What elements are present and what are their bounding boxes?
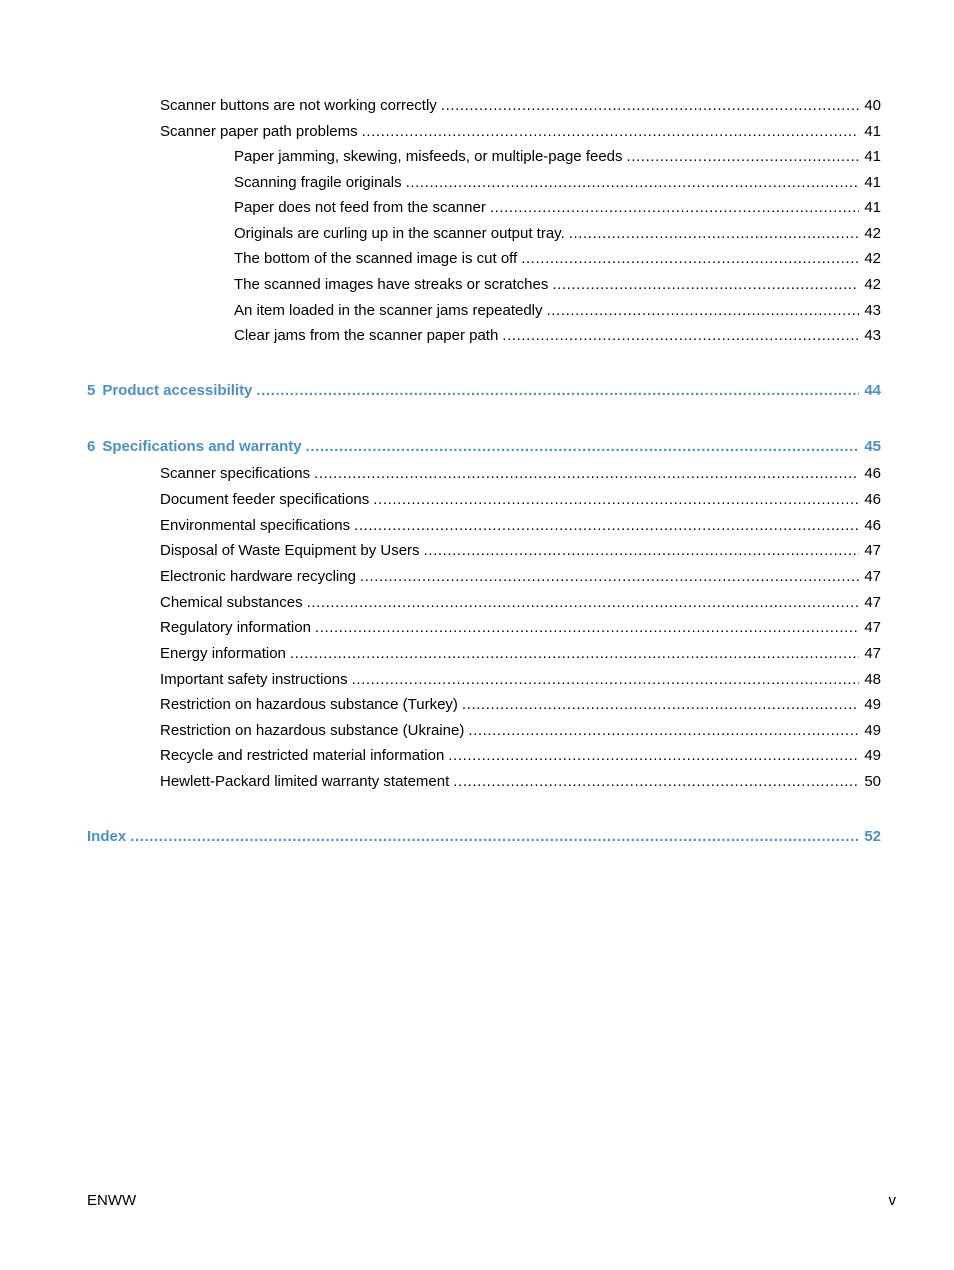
- dot-leader: [448, 747, 859, 765]
- toc-chapter-title: Product accessibility: [102, 382, 253, 399]
- dot-leader: [502, 327, 859, 345]
- toc-entry-page: 41: [864, 174, 881, 191]
- dot-leader: [441, 97, 859, 115]
- toc-entry[interactable]: [160, 491, 881, 509]
- toc-entry-title: Paper does not feed from the scanner: [234, 199, 486, 216]
- toc-entry[interactable]: [160, 747, 881, 765]
- toc-entry[interactable]: [234, 276, 881, 294]
- toc-entry-page: 46: [864, 465, 881, 482]
- toc-entry-title: Restriction on hazardous substance (Ukraine): [160, 722, 465, 739]
- toc-entry-title: Scanner specifications: [160, 465, 311, 482]
- toc-entry-title: Scanning fragile originals: [234, 174, 402, 191]
- dot-leader: [306, 438, 859, 456]
- dot-leader: [406, 174, 859, 192]
- dot-leader: [130, 828, 859, 846]
- dot-leader: [627, 148, 859, 166]
- toc-entry[interactable]: [160, 568, 881, 586]
- toc-entry-page: 50: [864, 773, 881, 790]
- toc-entry-page: 42: [864, 225, 881, 242]
- toc-entry-page: 41: [864, 123, 881, 140]
- footer-label: ENWW: [87, 1192, 137, 1209]
- toc-entry[interactable]: [160, 696, 881, 714]
- dot-leader: [547, 302, 859, 320]
- toc-entry[interactable]: [234, 174, 881, 192]
- toc-entry-page: 42: [864, 276, 881, 293]
- toc-entry[interactable]: [160, 517, 881, 535]
- toc-entry-title: Scanner paper path problems: [160, 123, 358, 140]
- dot-leader: [453, 773, 859, 791]
- toc-entry-page: 46: [864, 517, 881, 534]
- footer-page-number: v: [888, 1192, 896, 1209]
- toc-entry[interactable]: [160, 773, 881, 791]
- toc-entry[interactable]: [160, 123, 881, 141]
- dot-leader: [307, 594, 859, 612]
- toc-entry-title: Environmental specifications: [160, 517, 351, 534]
- toc-entry-title: Disposal of Waste Equipment by Users: [160, 542, 420, 559]
- toc-chapter-index[interactable]: [87, 828, 881, 846]
- dot-leader: [362, 123, 859, 141]
- toc-chapter-title: Specifications and warranty: [102, 438, 302, 455]
- toc-entry-page: 48: [864, 671, 881, 688]
- toc-chapter-title: Index: [87, 828, 127, 845]
- toc-entry-title: Energy information: [160, 645, 286, 662]
- toc-entry-title: The scanned images have streaks or scratches: [234, 276, 549, 293]
- toc-entry-page: 49: [864, 747, 881, 764]
- toc-entry-title: Hewlett-Packard limited warranty statement: [160, 773, 450, 790]
- toc-entry-page: 47: [864, 542, 881, 559]
- dot-leader: [552, 276, 859, 294]
- toc-entry[interactable]: [234, 250, 881, 268]
- toc-entry[interactable]: [234, 327, 881, 345]
- toc-entry-title: Originals are curling up in the scanner output tray.: [234, 225, 565, 242]
- toc-entry-page: 49: [864, 696, 881, 713]
- toc-entry-title: Restriction on hazardous substance (Turkey): [160, 696, 458, 713]
- dot-leader: [256, 382, 859, 400]
- toc-chapter-page: 52: [864, 828, 881, 845]
- toc-entry[interactable]: [160, 645, 881, 663]
- chapter-number: 5: [87, 382, 96, 399]
- toc-entry-page: 47: [864, 568, 881, 585]
- toc-entry[interactable]: [160, 594, 881, 612]
- dot-leader: [314, 465, 859, 483]
- toc-entry-page: 47: [864, 645, 881, 662]
- dot-leader: [462, 696, 859, 714]
- toc-entry-page: 43: [864, 302, 881, 319]
- toc-entry[interactable]: [234, 148, 881, 166]
- toc-entry[interactable]: [160, 542, 881, 560]
- toc-entry-page: 47: [864, 619, 881, 636]
- dot-leader: [490, 199, 859, 217]
- dot-leader: [290, 645, 859, 663]
- toc-entry[interactable]: [234, 199, 881, 217]
- toc-entry-page: 46: [864, 491, 881, 508]
- toc-chapter-5[interactable]: [87, 382, 881, 400]
- toc-entry-page: 43: [864, 327, 881, 344]
- dot-leader: [315, 619, 859, 637]
- dot-leader: [468, 722, 859, 740]
- toc-entry-title: The bottom of the scanned image is cut off: [234, 250, 518, 267]
- toc-entry[interactable]: [160, 97, 881, 115]
- toc-chapter-page: 45: [864, 438, 881, 455]
- toc-entry-title: Electronic hardware recycling: [160, 568, 356, 585]
- toc-entry-title: Clear jams from the scanner paper path: [234, 327, 499, 344]
- toc-chapter-page: 44: [864, 382, 881, 399]
- toc-entry[interactable]: [234, 225, 881, 243]
- toc-entry[interactable]: [234, 302, 881, 320]
- toc-entry-title: Regulatory information: [160, 619, 311, 636]
- dot-leader: [521, 250, 859, 268]
- toc-entry-page: 47: [864, 594, 881, 611]
- dot-leader: [352, 671, 859, 689]
- dot-leader: [354, 517, 859, 535]
- dot-leader: [424, 542, 859, 560]
- toc-entry-title: Important safety instructions: [160, 671, 348, 688]
- toc-entry[interactable]: [160, 722, 881, 740]
- toc-entry-title: Recycle and restricted material information: [160, 747, 445, 764]
- toc-entry-page: 49: [864, 722, 881, 739]
- dot-leader: [360, 568, 859, 586]
- toc-entry[interactable]: [160, 671, 881, 689]
- toc-entry-page: 42: [864, 250, 881, 267]
- dot-leader: [569, 225, 859, 243]
- toc-entry-title: Scanner buttons are not working correctly: [160, 97, 437, 114]
- toc-entry-title: Chemical substances: [160, 594, 303, 611]
- toc-entry-title: Document feeder specifications: [160, 491, 370, 508]
- dot-leader: [373, 491, 859, 509]
- toc-entry-page: 40: [864, 97, 881, 114]
- toc-entry-page: 41: [864, 148, 881, 165]
- toc-chapter-6[interactable]: [87, 438, 881, 456]
- toc-entry-title: An item loaded in the scanner jams repeatedly: [234, 302, 543, 319]
- toc-entry[interactable]: [160, 619, 881, 637]
- toc-entry[interactable]: [160, 465, 881, 483]
- chapter-number: 6: [87, 438, 96, 455]
- toc-entry-title: Paper jamming, skewing, misfeeds, or multiple-page feeds: [234, 148, 623, 165]
- toc-entry-page: 41: [864, 199, 881, 216]
